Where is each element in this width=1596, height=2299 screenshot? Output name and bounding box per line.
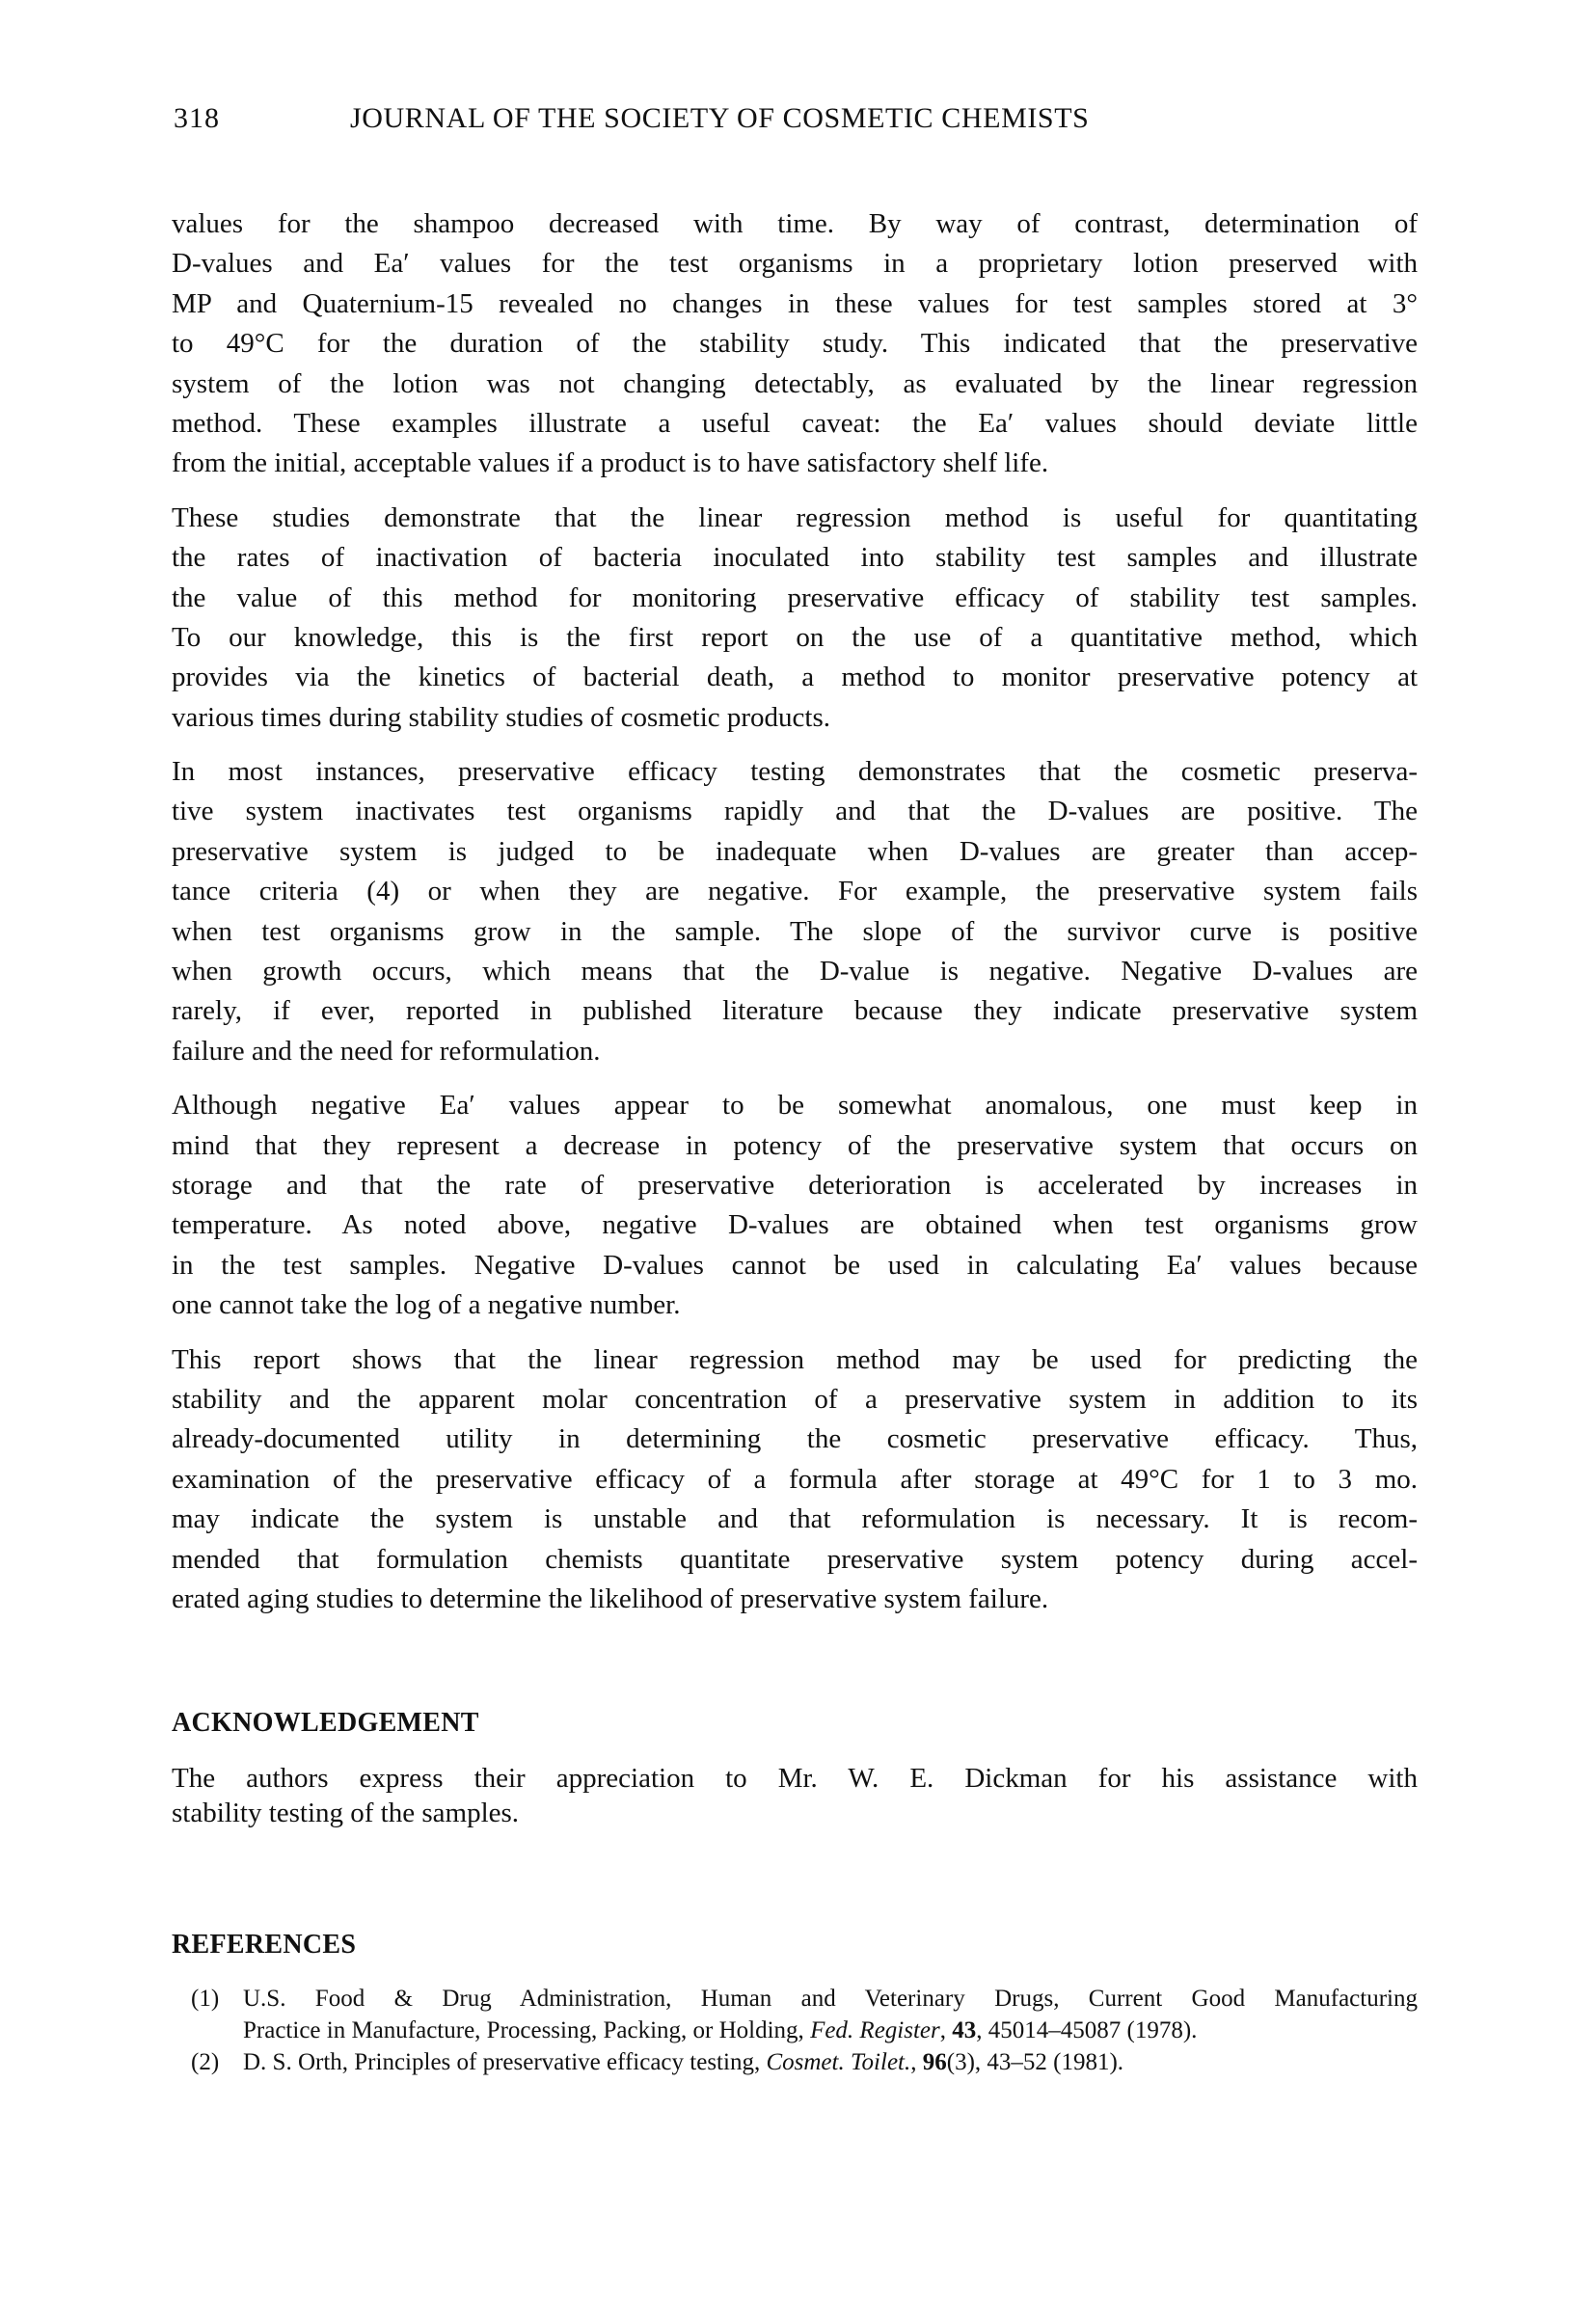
text-line: examination of the preservative efficacy of a formula after storage at 49°C for 1 to 3 mo. bbox=[172, 1463, 1418, 1495]
text-line: These studies demonstrate that the linear regression method is useful for quantitating bbox=[172, 501, 1418, 533]
text-line: temperature. As noted above, negative D-values are obtained when test organisms grow bbox=[172, 1209, 1418, 1241]
paragraph-3 bbox=[172, 752, 1418, 1071]
text-line: tance criteria (4) or when they are negative. For example, the preservative system fails bbox=[172, 876, 1418, 907]
text-line: preservative system is judged to be inadequate when D-values are greater than accep- bbox=[172, 835, 1418, 867]
acknowledgement-text bbox=[172, 1761, 1418, 1830]
text-line: failure and the need for reformulation. bbox=[172, 1035, 601, 1067]
text-line: D-values and Ea′ values for the test organisms in a proprietary lotion preserved with bbox=[172, 248, 1418, 280]
text-line: provides via the kinetics of bacterial death, a method to monitor preservative potency at bbox=[172, 662, 1418, 693]
paragraph-5 bbox=[172, 1340, 1418, 1620]
references-heading: REFERENCES bbox=[172, 1930, 357, 1960]
text-line: stability testing of the samples. bbox=[172, 1798, 520, 1828]
text-line: MP and Quaternium-15 revealed no changes in these values for test samples stored at 3° bbox=[172, 287, 1418, 319]
text-line: rarely, if ever, reported in published literature because they indicate preservative system bbox=[172, 995, 1418, 1027]
text-line: This report shows that the linear regression method may be used for predicting the bbox=[172, 1343, 1418, 1375]
text-line: values for the shampoo decreased with time. By way of contrast, determination of bbox=[172, 208, 1418, 239]
reference-text-part: D. S. Orth, Principles of preservative efficacy testing, bbox=[243, 2049, 767, 2075]
reference-item bbox=[191, 2046, 1418, 2078]
text-line: system of the lotion was not changing detectably, as evaluated by the linear regression bbox=[172, 367, 1418, 399]
reference-separator: , bbox=[910, 2049, 923, 2075]
text-line: Although negative Ea′ values appear to be somewhat anomalous, one must keep in bbox=[172, 1090, 1418, 1122]
text-line: tive system inactivates test organisms rapidly and that the D-values are positive. The bbox=[172, 796, 1418, 827]
text-line: when test organisms grow in the sample. The slope of the survivor curve is positive bbox=[172, 915, 1418, 947]
reference-text bbox=[243, 2015, 1418, 2046]
reference-item bbox=[191, 1983, 1418, 2046]
text-line: from the initial, acceptable values if a product is to have satisfactory shelf life. bbox=[172, 447, 1049, 479]
reference-number: (1) bbox=[191, 1986, 220, 2012]
text-line: the rates of inactivation of bacteria inoculated into stability test samples and illustrate bbox=[172, 542, 1418, 574]
text-line: when growth occurs, which means that the D-value is negative. Negative D-values are bbox=[172, 956, 1418, 987]
journal-title: JOURNAL OF THE SOCIETY OF COSMETIC CHEMISTS bbox=[350, 102, 1090, 134]
text-line: in the test samples. Negative D-values cannot be used in calculating Ea′ values because bbox=[172, 1249, 1418, 1281]
text-line: To our knowledge, this is the first report on the use of a quantitative method, which bbox=[172, 621, 1418, 653]
references-list bbox=[191, 1983, 1418, 2078]
paragraph-4 bbox=[172, 1086, 1418, 1325]
reference-text bbox=[243, 2046, 1418, 2078]
text-line: the value of this method for monitoring preservative efficacy of stability test samples. bbox=[172, 582, 1418, 613]
reference-volume: 43 bbox=[952, 2017, 977, 2043]
reference-separator: , bbox=[939, 2017, 953, 2043]
text-line: storage and that the rate of preservative deterioration is accelerated by increases in bbox=[172, 1169, 1418, 1201]
reference-journal: Cosmet. Toilet. bbox=[766, 2049, 911, 2075]
text-line: may indicate the system is unstable and that reformulation is necessary. It is recom- bbox=[172, 1503, 1418, 1535]
text-line: mended that formulation chemists quantitate preservative system potency during accel- bbox=[172, 1543, 1418, 1575]
text-line: mind that they represent a decrease in potency of the preservative system that occurs on bbox=[172, 1129, 1418, 1161]
paragraph-2 bbox=[172, 499, 1418, 738]
acknowledgement-heading: ACKNOWLEDGEMENT bbox=[172, 1708, 479, 1738]
article-body bbox=[172, 204, 1418, 1634]
text-line: to 49°C for the duration of the stability study. This indicated that the preservative bbox=[172, 328, 1418, 360]
text-line: already-documented utility in determining the cosmetic preservative efficacy. Thus, bbox=[172, 1423, 1418, 1455]
text-line: erated aging studies to determine the likelihood of preservative system failure. bbox=[172, 1582, 1049, 1614]
text-line: one cannot take the log of a negative number. bbox=[172, 1289, 681, 1321]
reference-volume: 96 bbox=[922, 2049, 947, 2075]
reference-pages-year: , 45014–45087 (1978). bbox=[976, 2017, 1198, 2043]
running-head bbox=[174, 102, 1427, 141]
reference-text-part: Practice in Manufacture, Processing, Packing, or Holding, bbox=[243, 2017, 811, 2043]
text-line: The authors express their appreciation to Mr. W. E. Dickman for his assistance with bbox=[172, 1763, 1418, 1794]
reference-journal: Fed. Register bbox=[810, 2017, 940, 2043]
reference-text: U.S. Food & Drug Administration, Human and Veterinary Drugs, Current Good Manufacturing bbox=[243, 1986, 1418, 2012]
reference-pages-year: (3), 43–52 (1981). bbox=[946, 2049, 1124, 2075]
reference-number: (2) bbox=[191, 2049, 220, 2075]
text-line: In most instances, preservative efficacy testing demonstrates that the cosmetic preserva- bbox=[172, 756, 1418, 788]
paragraph-1 bbox=[172, 204, 1418, 484]
text-line: stability and the apparent molar concentration of a preservative system in addition to its bbox=[172, 1383, 1418, 1415]
text-line: method. These examples illustrate a useful caveat: the Ea′ values should deviate little bbox=[172, 407, 1418, 439]
text-line: various times during stability studies of cosmetic products. bbox=[172, 701, 831, 733]
page-number: 318 bbox=[174, 102, 220, 134]
